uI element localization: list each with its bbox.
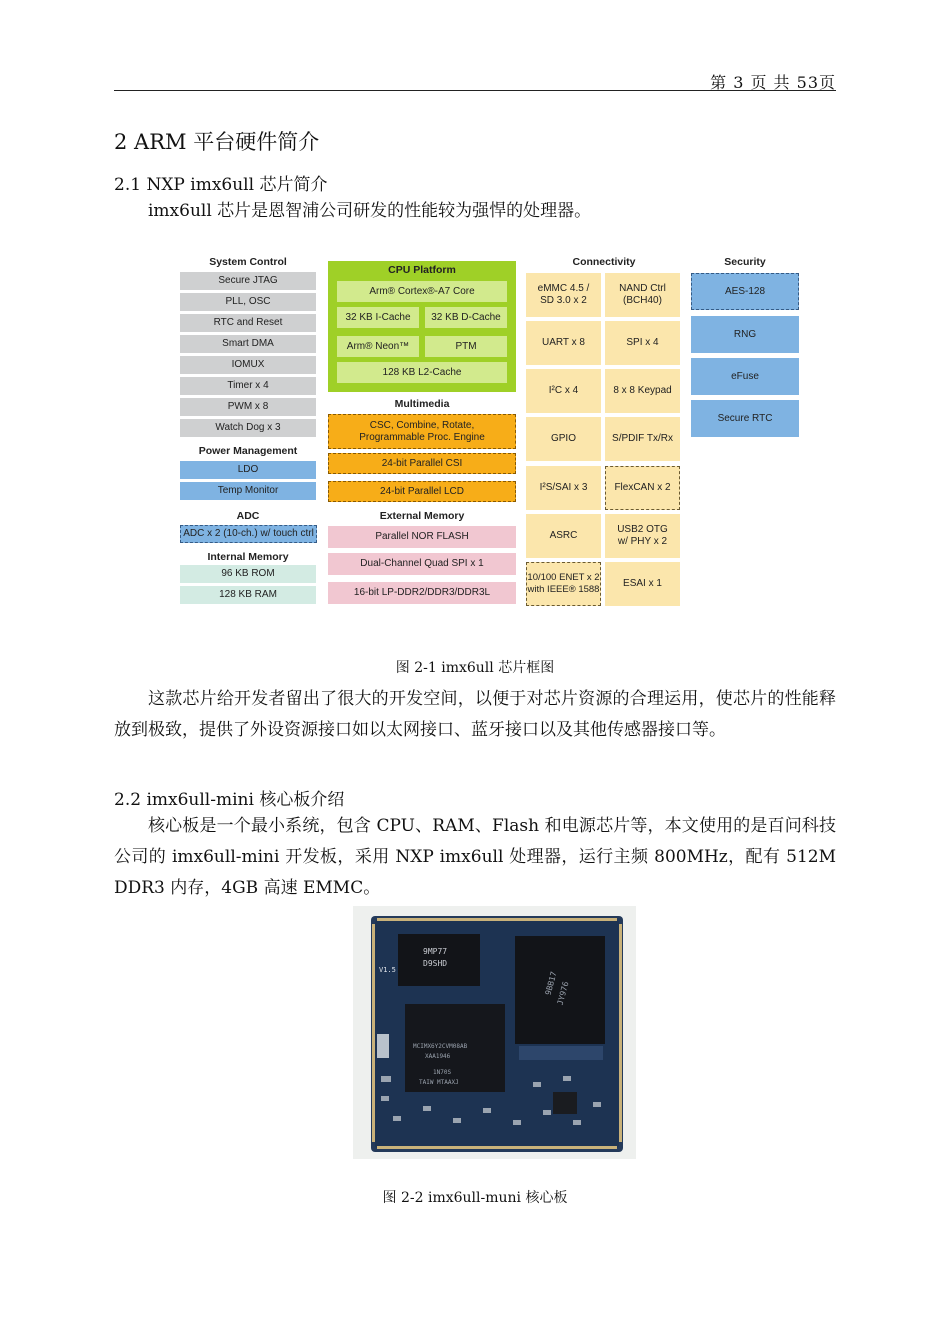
external-memory-item: Parallel NOR FLASH xyxy=(328,526,516,548)
adc-item: ADC x 2 (10-ch.) w/ touch ctrl xyxy=(180,525,317,543)
connectivity-item: I²C x 4 xyxy=(526,369,601,413)
security-title: Security xyxy=(724,256,766,268)
figure-2-2-caption: 图 2-2 imx6ull-muni 核心板 xyxy=(382,1190,568,1206)
subsection-title-2-2: 2.2 imx6ull-mini 核心板介绍 xyxy=(114,790,345,810)
power-management-item: LDO xyxy=(180,461,316,479)
security-item: eFuse xyxy=(691,358,799,395)
connectivity-item: 10/100 ENET x 2 with IEEE® 1588 xyxy=(526,562,601,606)
photo-label: 9MP77 xyxy=(423,947,448,956)
figure-2-1-caption: 图 2-1 imx6ull 芯片框图 xyxy=(395,660,555,676)
body-paragraph-1: 这款芯片给开发者留出了很大的开发空间，以便于对芯片资源的合理运用，使芯片的性能释放到极致，提供了外设资源接口如以太网接口、蓝牙接口以及其他传感器接口等。 xyxy=(114,689,836,740)
system-control-item: PWM x 8 xyxy=(180,398,316,416)
security-item: AES-128 xyxy=(691,273,799,310)
photo-label: TAIW MTAAXJ xyxy=(419,1079,459,1086)
connectivity-item: FlexCAN x 2 xyxy=(605,466,680,510)
power-management-item: Temp Monitor xyxy=(180,482,316,500)
connectivity-item: ESAI x 1 xyxy=(605,562,680,606)
core-board-illustration xyxy=(353,906,636,1159)
system-control-title: System Control xyxy=(209,256,287,268)
system-control-item: Smart DMA xyxy=(180,335,316,353)
system-control-item: Timer x 4 xyxy=(180,377,316,395)
external-memory-title: External Memory xyxy=(379,510,465,522)
header-rule xyxy=(114,90,836,91)
multimedia-title: Multimedia xyxy=(394,398,450,410)
photo-label: 1N70S xyxy=(433,1069,452,1076)
cpu-platform-title: CPU Platform xyxy=(388,264,456,276)
security-item: RNG xyxy=(691,316,799,353)
internal-memory-item: 128 KB RAM xyxy=(180,586,316,604)
cpu-neon: Arm® Neon™ xyxy=(337,336,419,357)
security-item: Secure RTC xyxy=(691,400,799,437)
multimedia-item: 24-bit Parallel CSI xyxy=(328,453,516,474)
connectivity-item: 8 x 8 Keypad xyxy=(605,369,680,413)
cpu-dcache: 32 KB D-Cache xyxy=(425,307,507,328)
imx6ull-block-diagram xyxy=(176,254,804,610)
connectivity-item: UART x 8 xyxy=(526,321,601,365)
external-memory-item: Dual-Channel Quad SPI x 1 xyxy=(328,553,516,575)
connectivity-item: USB2 OTG w/ PHY x 2 xyxy=(605,514,680,558)
connectivity-item: S/PDIF Tx/Rx xyxy=(605,417,680,461)
external-memory-item: 16-bit LP-DDR2/DDR3/DDR3L xyxy=(328,582,516,604)
connectivity-item: GPIO xyxy=(526,417,601,461)
system-control-item: Watch Dog x 3 xyxy=(180,419,316,437)
photo-label: XAA1946 xyxy=(425,1053,451,1060)
cpu-l2-cache: 128 KB L2-Cache xyxy=(337,362,507,383)
system-control-item: IOMUX xyxy=(180,356,316,374)
connectivity-item: NAND Ctrl (BCH40) xyxy=(605,273,680,317)
photo-label: D9SHD xyxy=(423,959,448,968)
photo-label: JY976 xyxy=(555,980,571,1007)
internal-memory-title: Internal Memory xyxy=(207,551,289,563)
page-number-header: 第 3 页 共 53页 xyxy=(710,73,836,92)
connectivity-item: ASRC xyxy=(526,514,601,558)
system-control-item: PLL, OSC xyxy=(180,293,316,311)
cpu-icache: 32 KB I-Cache xyxy=(337,307,419,328)
multimedia-item: CSC, Combine, Rotate, Programmable Proc. Engine xyxy=(328,414,516,449)
cpu-core: Arm® Cortex®-A7 Core xyxy=(337,281,507,302)
connectivity-item: I²S/SAI x 3 xyxy=(526,466,601,510)
photo-label: V1.5 xyxy=(379,966,396,974)
power-management-title: Power Management xyxy=(198,445,298,457)
core-board-photo xyxy=(353,906,636,1159)
body-paragraph-2: 核心板是一个最小系统，包含 CPU、RAM、Flash 和电源芯片等，本文使用的是百问科技公司的 imx6ull-mini 开发板，采用 NXP imx6ull 处理器，运行主频 800MHz，配有 512M DDR3 内存，4GB 高速 EMMC。 xyxy=(114,816,836,898)
connectivity-item: SPI x 4 xyxy=(605,321,680,365)
adc-title: ADC xyxy=(236,510,260,522)
system-control-item: Secure JTAG xyxy=(180,272,316,290)
connectivity-item: eMMC 4.5 / SD 3.0 x 2 xyxy=(526,273,601,317)
cpu-ptm: PTM xyxy=(425,336,507,357)
photo-label: MCIMX6Y2CVM08AB xyxy=(413,1043,468,1050)
connectivity-title: Connectivity xyxy=(572,256,636,268)
internal-memory-item: 96 KB ROM xyxy=(180,565,316,583)
multimedia-item: 24-bit Parallel LCD xyxy=(328,481,516,502)
system-control-item: RTC and Reset xyxy=(180,314,316,332)
photo-label: 9BB17 xyxy=(543,970,559,997)
subsection-title-2-1: 2.1 NXP imx6ull 芯片简介 xyxy=(114,175,328,195)
section-title: 2 ARM 平台硬件简介 xyxy=(114,130,320,154)
intro-paragraph: imx6ull 芯片是恩智浦公司研发的性能较为强悍的处理器。 xyxy=(148,201,592,221)
